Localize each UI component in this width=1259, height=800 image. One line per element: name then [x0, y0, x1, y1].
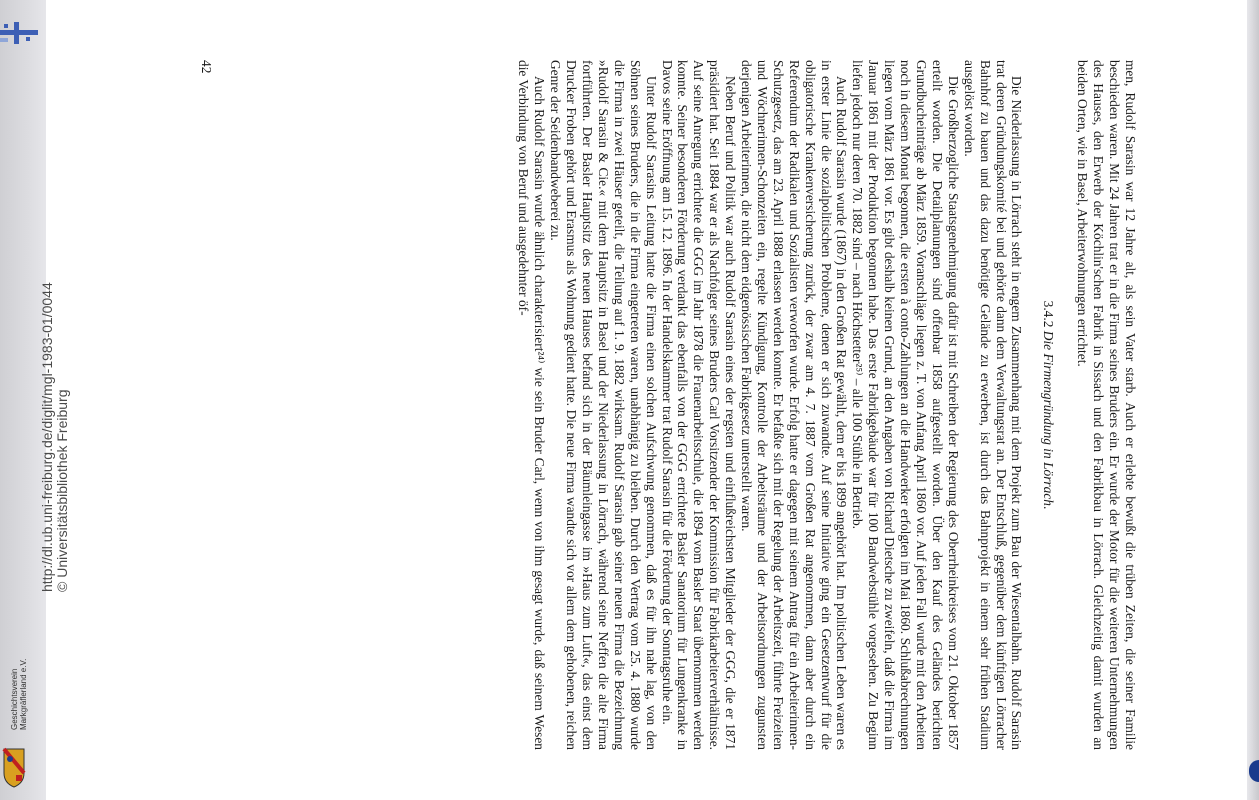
section-title: Die Firmengründung in Lörrach	[1041, 330, 1057, 506]
page-number: 42	[198, 60, 214, 74]
section-heading: 3.4.2 Die Firmengründung in Lörrach.	[1041, 300, 1057, 510]
society-name-line2: Markgräflerland e.V.	[19, 658, 28, 730]
body-paragraph: Unter Rudolf Sarasins Leitung hatte die Firma einen solchen Aufschwung genommen, daß es für ihn nahe lag, von den Söhnen seines Bruders, die in die Firma eingetreten waren, unabhängig zu bleiben. Durch den Vertrag vom 25. 4. 1880 wurde die Firma in zwei Häuser geteilt, die Teilung auf 1. 9. 1882 wirksam. Rudolf Sarasin gab seiner neuen Firma die Bezeichnung »Rudolf Sarasin & Cie.« mit dem Hauptsitz in Basel und der Niederlassung in Lörrach, während seine Neffen die alte Firma fortführten. Der Basler Hauptsitz des neuen Hauses befand sich in der Bäumleingasse im »Haus zum Luft«, das einst dem Drucker Froben gehört und Erasmus als Wohnung gedient hatte. Die neue Firma wandte sich vor allem dem gehobenen, reichen Genre der Seidenbandweberei zu.	[548, 60, 659, 750]
society-name-line1: Geschichtsverein	[10, 668, 19, 730]
rotated-book-page	[178, 60, 1138, 750]
library-logo-icon	[0, 20, 40, 48]
section-number: 3.4.2	[1041, 300, 1057, 328]
body-paragraph: Neben Beruf und Politik war auch Rudolf Sarasin eines der regsten und einflußreichsten Mitglieder der GGG, die er 1871 präsidiert hat. Seit 1884 war er als Nachfolger seines Bruders Carl Vorsitzender der Kommission für Fabrikarbeiterverhältnisse. Auf seine Anregung errichtete die GGG im Jahr 1878 die Frauenarbeitsschule, die 1894 vom Basler Staat übernommen werden konnte. Seiner besonderen Förderung verdankt das ebenfalls von der GGG errichtete Basler Sanatorium für Lungenkranke in Davos seine Eröffnung am 15. 12. 1896. In der Handelskammer trat Rudolf Sarasin für die Förderung der Sonntagsruhe ein.	[659, 60, 739, 750]
body-paragraph: Auch Rudolf Sarasin wurde ähnlich charakterisiert²⁴⁾ wie sein Bruder Carl, wenn von ihm gesagt wurde, daß seinem Wesen die Verbindung von Beruf und ausgedehnter öf-	[516, 60, 548, 750]
society-crest-icon	[0, 745, 44, 800]
society-name-label	[10, 658, 34, 730]
body-paragraph: Die Großherzogliche Staatsgenehmigung dafür ist mit Schreiben der Regierung des Oberrheinkreises vom 21. Oktober 1857 erteilt worden. Die Detailplanungen sind offenbar 1858 aufgestellt worden. Über den Kauf des Geländes berichten Grundbucheinträge ab März 1859. Voranschläge liegen z. T. von Anfang April 1860 vor. Auf jeden Fall wurde mit den Arbeiten noch in diesem Monat begonnen, die ersten à conto-Zahlungen an die Handwerker erfolgten im Mai 1860. Schlußabrechnungen liegen vom März 1861 vor. Es gibt deshalb keinen Grund, an den Angaben von Richard Dietsche zu zweifeln, daß die Firma im Januar 1861 mit der Produktion begonnen habe. Das erste Fabrikgebäude war für 100 Bandwebstühle vorgesehen. Zu Beginn liefen jedoch nur deren 70. 1882 sind – nach Höchstetter²⁵⁾ – alle 100 Stühle in Betrieb.	[850, 60, 961, 750]
right-margin-band	[1247, 0, 1259, 800]
body-paragraph: Die Niederlassung in Lörrach steht in engem Zusammenhang mit dem Projekt zum Bau der Wiesentalbahn. Rudolf Sarasin trat deren Gründungskomité bei und gehörte dann dem Verwaltungsrat an. Der Entschluß, gegenüber dem künftigen Lörracher Bahnhof zu bauen und das dazu benötigte Gelände zu erwerben, ist durch das Bahnprojekt in einem sehr frühen Stadium ausgelöst worden.	[961, 60, 1025, 750]
body-paragraph: Auch Rudolf Sarasin wurde (1867) in den Großen Rat gewählt, dem er bis 1899 angehört hat. Im politischen Leben waren es in erster Linie die sozialpolitischen Probleme, denen er sich zuwandte. Auf seine Initiative ging ein Gesetzentwurf für die obligatorische Krankenversicherung zurück, der zwar am 4. 7. 1887 vom Großen Rat angenommen, dann aber durch ein Referendum der Radikalen und Sozialisten verworfen wurde. Erfolg hatte er dagegen mit seinem Antrag für ein Arbeiterinnen-Schutzgesetz, das am 23. April 1888 erlassen werden konnte. Er befaßte sich mit der Regelung der Arbeitszeit, führte Freizeiten und Wöchnerinnen-Schonzeiten ein, regelte Kündigung, Kontrolle der Arbeitsräume und der Arbeitsordnungen zugunsten derjenigen Arbeiterinnen, die nicht dem eidgenössischen Fabrikgesetz unterstellt waren.	[739, 60, 850, 750]
watermark-credit: © Universitätsbibliothek Freiburg	[54, 389, 70, 592]
intro-paragraph: men, Rudolf Sarasin war 12 Jahre alt, als sein Vater starb. Auch er erlebte bewußt die trüben Zeiten, die seiner Familie beschieden waren. Mit 24 Jahren trat er in die Firma seines Bruders ein. Er wurde der Motor für die weiteren Unternehmungen des Hauses, den Erwerb der Köchlin'schen Fabrik in Sissach und den Fabrikbau in Lörrach. Gleichzeitig damit wurden an beiden Orten, wie in Basel, Arbeiterwohnungen errichtet.	[1075, 60, 1138, 750]
digitization-watermark	[40, 0, 70, 800]
watermark-url: http://dl.ub.uni-freiburg.de/diglit/mgl-1983-01/0044	[39, 282, 55, 592]
